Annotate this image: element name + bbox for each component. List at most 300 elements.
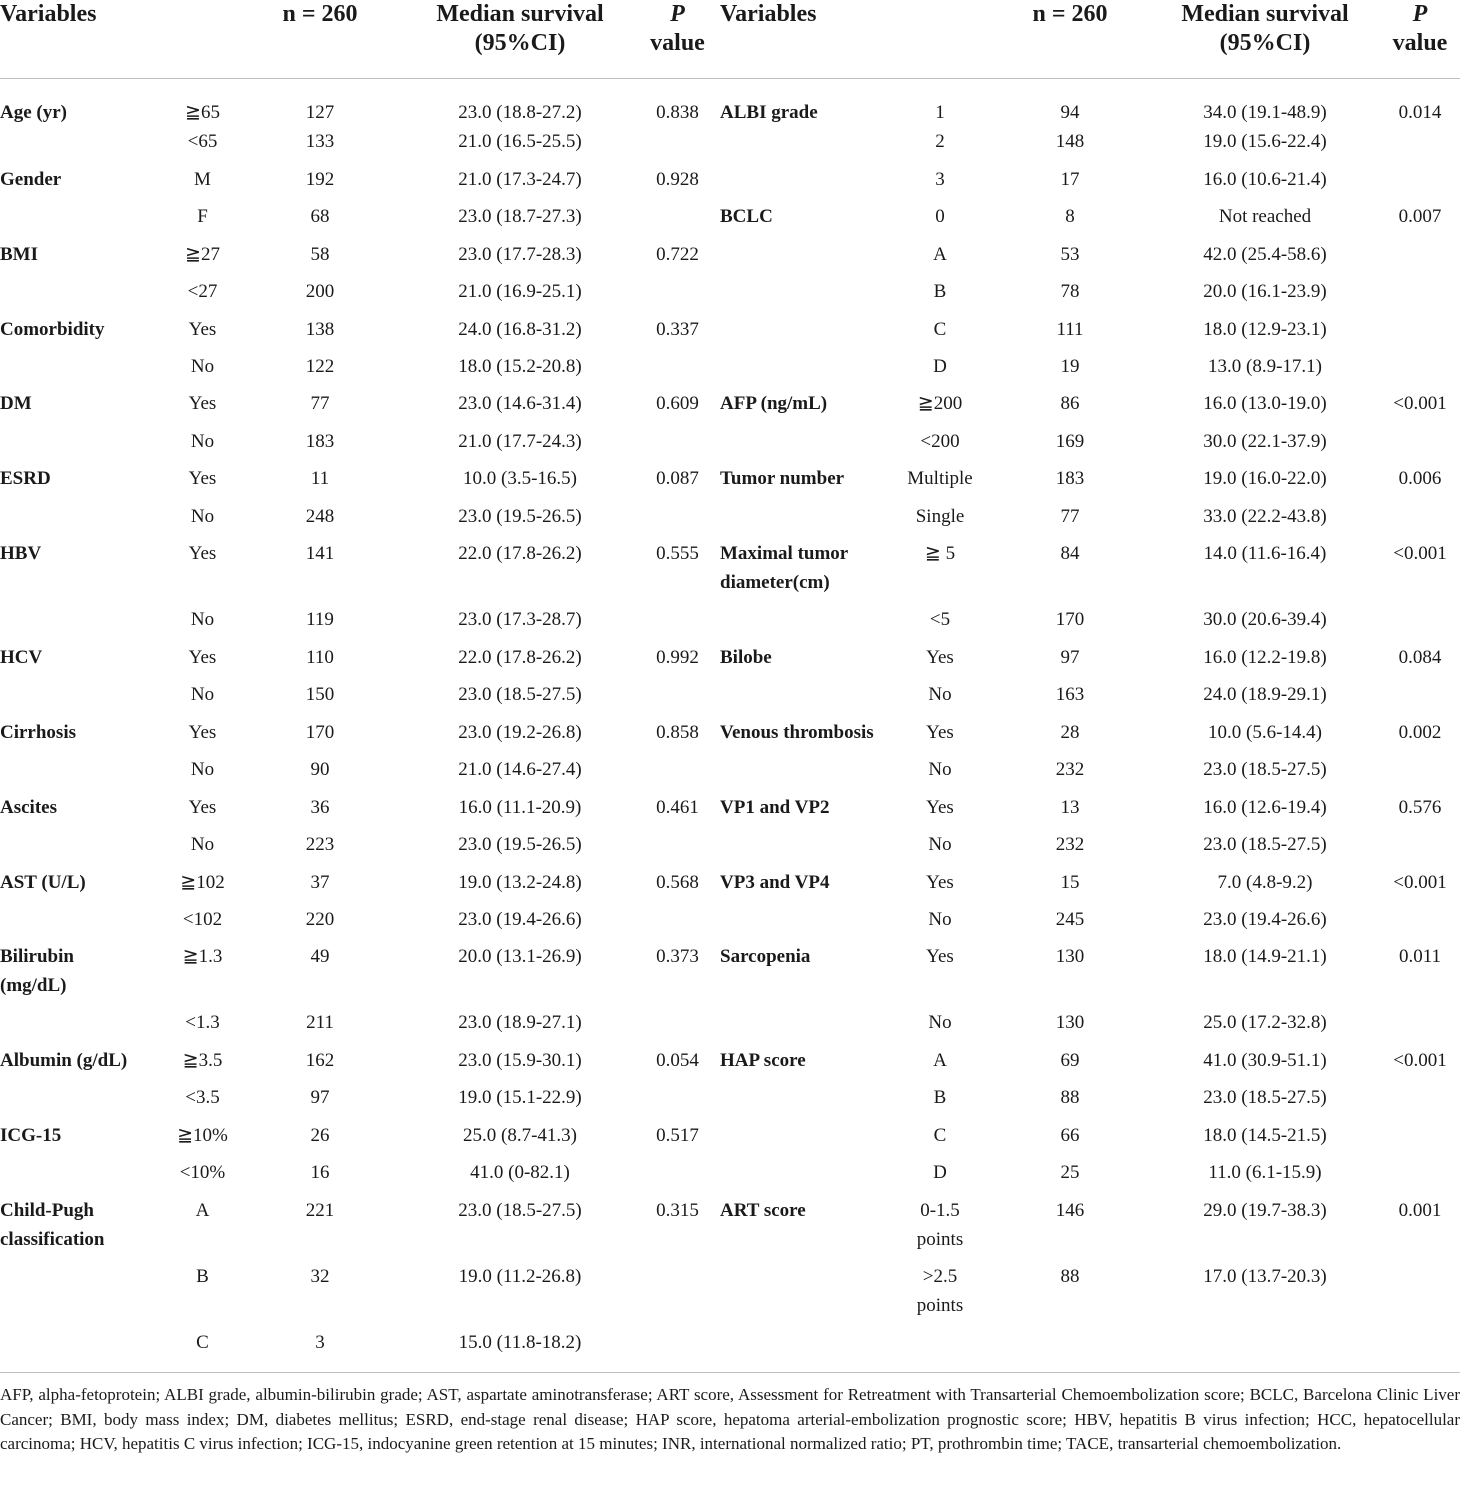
left-p-value: 0.722 — [656, 244, 699, 265]
left-median-survival: 23.0 (19.5-26.5) — [458, 834, 582, 855]
left-variable-label: AST (U/L) — [0, 872, 86, 893]
right-subgroup: No — [928, 909, 952, 930]
left-subgroup: ≧1.3 — [182, 946, 223, 967]
left-median-survival: 21.0 (16.5-25.5) — [458, 131, 582, 152]
right-variable-label: BCLC — [720, 206, 773, 227]
right-variable-label: Bilobe — [720, 647, 772, 668]
left-count: 221 — [305, 1200, 335, 1221]
median-header-line2: (95%CI) — [1219, 30, 1311, 56]
left-median-survival: 23.0 (17.3-28.7) — [458, 609, 582, 630]
left-subgroup: No — [190, 609, 215, 630]
right-variable-label — [710, 127, 890, 165]
left-p-value: 0.555 — [656, 543, 699, 564]
right-count: 69 — [1060, 1050, 1080, 1071]
table-header — [0, 0, 1460, 79]
left-median-survival: 10.0 (3.5-16.5) — [463, 468, 577, 489]
left-variable-label — [0, 127, 160, 165]
right-median-survival: 34.0 (19.1-48.9) — [1203, 102, 1327, 123]
left-variable-label — [0, 202, 160, 240]
right-median-survival: 16.0 (12.2-19.8) — [1203, 647, 1327, 668]
right-median-survival: 19.0 (15.6-22.4) — [1203, 131, 1327, 152]
left-subgroup: ≧102 — [180, 872, 225, 893]
left-subgroup: <10% — [179, 1162, 226, 1183]
left-variable-label: Cirrhosis — [0, 722, 76, 743]
right-p-value — [1380, 165, 1460, 202]
right-variable-label — [710, 605, 890, 643]
right-subgroup: No — [928, 1012, 952, 1033]
left-subgroup: Yes — [188, 543, 217, 564]
right-p-value: <0.001 — [1393, 872, 1447, 893]
right-subgroup: No — [928, 834, 952, 855]
right-p-value — [1380, 427, 1460, 464]
left-count: 77 — [310, 393, 330, 414]
left-median-survival: 22.0 (17.8-26.2) — [458, 647, 582, 668]
table-row — [0, 389, 1460, 427]
left-variable-label — [0, 352, 160, 389]
left-subgroup: Yes — [188, 797, 217, 818]
left-median-survival: 21.0 (17.7-24.3) — [458, 431, 582, 452]
right-p-value — [1380, 755, 1460, 793]
right-count: 169 — [1055, 431, 1085, 452]
left-variable-label: DM — [0, 393, 32, 414]
table-footnote: AFP, alpha-fetoprotein; ALBI grade, albumin-bilirubin grade; AST, aspartate aminotransferase; ART score, Assessment for Retreatment with Transarterial Chemoembolization score; BCLC, Barcelona Clinic Liver Cancer; BMI, body mass index; DM, diabetes mellitus; ESRD, end-stage renal disease; HAP score, hepatoma arterial-embolization prognostic score; HBV, hepatitis B virus infection; HCC, hepatocellular carcinoma; HCV, hepatitis C virus infection; ICG-15, indocyanine green retention at 15 minutes; INR, international normalized ratio; PT, prothrombin time; TACE, transarterial chemoembolization. — [0, 1385, 1460, 1453]
right-subgroup: <5 — [929, 609, 951, 630]
left-count: 183 — [305, 431, 335, 452]
left-count: 119 — [306, 609, 334, 630]
left-count: 192 — [305, 169, 335, 190]
right-median-survival: 16.0 (12.6-19.4) — [1203, 797, 1327, 818]
left-p-value — [645, 755, 710, 793]
right-variable-label — [710, 240, 890, 277]
right-median-survival — [1150, 1328, 1380, 1372]
right-variable-label — [710, 315, 890, 352]
left-median-survival: 23.0 (18.8-27.2) — [458, 102, 582, 123]
left-subgroup: <1.3 — [185, 1012, 220, 1033]
right-p-value: 0.084 — [1398, 647, 1442, 668]
left-p-value: 0.838 — [656, 102, 699, 123]
table-row — [0, 680, 1460, 718]
right-variable-label: ALBI grade — [720, 102, 818, 123]
table-row — [0, 502, 1460, 539]
right-variable-label — [710, 680, 890, 718]
table-row — [0, 352, 1460, 389]
table-row — [0, 942, 1460, 1008]
right-count: 232 — [1055, 759, 1085, 780]
left-count: 122 — [305, 356, 335, 377]
left-variable-label: Albumin (g/dL) — [0, 1050, 128, 1071]
right-variable-label: HAP score — [720, 1050, 806, 1071]
right-p-value — [1380, 502, 1460, 539]
right-median-survival: 18.0 (12.9-23.1) — [1203, 319, 1327, 340]
left-p-value — [645, 1328, 710, 1372]
left-subgroup: No — [190, 506, 215, 527]
right-p-value — [1380, 1121, 1460, 1158]
left-variable-label — [0, 1262, 160, 1328]
right-p-value — [1380, 905, 1460, 942]
p-header-italic: P — [670, 1, 685, 27]
left-count: 11 — [310, 468, 330, 489]
right-subgroup: A — [933, 244, 947, 265]
right-p-value — [1380, 1008, 1460, 1046]
right-count: 97 — [1060, 647, 1080, 668]
right-variable-label — [710, 755, 890, 793]
right-median-survival: 17.0 (13.7-20.3) — [1203, 1266, 1327, 1287]
left-p-value — [645, 1008, 710, 1046]
right-count: 84 — [1060, 543, 1080, 564]
right-p-value — [1380, 830, 1460, 868]
right-count: 13 — [1060, 797, 1080, 818]
left-count: 3 — [315, 1332, 325, 1353]
left-variable-label: Age (yr) — [0, 102, 67, 123]
right-variable-label: Tumor number — [720, 468, 845, 489]
left-subgroup: Yes — [188, 722, 217, 743]
right-count: 94 — [1060, 102, 1080, 123]
left-median-survival: 23.0 (18.7-27.3) — [458, 206, 582, 227]
table-row — [0, 277, 1460, 315]
right-p-value — [1380, 127, 1460, 165]
right-median-survival: 19.0 (16.0-22.0) — [1203, 468, 1327, 489]
right-n-header: n = 260 — [990, 0, 1150, 79]
right-subgroup: Yes — [926, 872, 954, 893]
right-count — [990, 1328, 1150, 1372]
right-variable-label: AFP (ng/mL) — [720, 393, 828, 414]
left-variable-label — [0, 1328, 160, 1372]
table-row — [0, 868, 1460, 905]
right-subgroup: B — [933, 1087, 947, 1108]
right-subgroup: Yes — [926, 722, 954, 743]
right-subgroup: Single — [915, 506, 965, 527]
left-count: 220 — [305, 909, 335, 930]
right-p-value — [1380, 680, 1460, 718]
right-count: 86 — [1060, 393, 1080, 414]
left-median-survival: 23.0 (19.2-26.8) — [458, 722, 582, 743]
right-median-survival: 7.0 (4.8-9.2) — [1217, 872, 1313, 893]
table-row — [0, 1262, 1460, 1328]
right-p-value: 0.001 — [1398, 1200, 1442, 1221]
right-p-value: 0.002 — [1398, 722, 1442, 743]
left-variable-label — [0, 277, 160, 315]
right-median-survival: 24.0 (18.9-29.1) — [1203, 684, 1327, 705]
right-variable-label — [710, 165, 890, 202]
left-median-survival: 41.0 (0-82.1) — [470, 1162, 570, 1183]
left-count: 16 — [310, 1162, 330, 1183]
left-variable-label: HCV — [0, 647, 43, 668]
left-variables-header: Variables — [0, 0, 245, 79]
left-variable-label: BMI — [0, 244, 38, 265]
right-variable-label: Sarcopenia — [720, 946, 811, 967]
table-row — [0, 1121, 1460, 1158]
left-median-survival: 19.0 (15.1-22.9) — [458, 1087, 582, 1108]
right-p-value: <0.001 — [1393, 393, 1447, 414]
left-p-value: 0.087 — [656, 468, 699, 489]
left-median-survival: 21.0 (16.9-25.1) — [458, 281, 582, 302]
left-median-survival: 15.0 (11.8-18.2) — [458, 1332, 582, 1353]
left-count: 36 — [310, 797, 330, 818]
right-count: 130 — [1055, 946, 1085, 967]
right-subgroup: C — [933, 1125, 947, 1146]
right-subgroup — [890, 1328, 990, 1372]
left-median-header — [395, 0, 645, 79]
right-count: 25 — [1060, 1162, 1080, 1183]
right-count: 8 — [1065, 206, 1075, 227]
left-p-value: 0.461 — [656, 797, 699, 818]
table-row — [0, 830, 1460, 868]
right-p-value: 0.576 — [1398, 797, 1442, 818]
left-p-value — [645, 352, 710, 389]
table-row — [0, 464, 1460, 502]
left-median-survival: 25.0 (8.7-41.3) — [463, 1125, 577, 1146]
right-count: 146 — [1055, 1200, 1085, 1221]
left-p-value — [645, 202, 710, 240]
left-count: 223 — [305, 834, 335, 855]
left-subgroup: <3.5 — [185, 1087, 220, 1108]
right-count: 111 — [1056, 319, 1084, 340]
left-variable-label: ESRD — [0, 468, 51, 489]
table-row — [0, 755, 1460, 793]
left-subgroup: ≧10% — [177, 1125, 228, 1146]
left-p-value — [645, 502, 710, 539]
table-row — [0, 427, 1460, 464]
right-median-survival: 25.0 (17.2-32.8) — [1203, 1012, 1327, 1033]
p-header-rest: value — [1392, 30, 1448, 56]
right-variable-label: ART score — [720, 1200, 806, 1221]
left-variable-label — [0, 605, 160, 643]
right-subgroup: A — [933, 1050, 947, 1071]
right-subgroup: 0-1.5 points — [916, 1200, 964, 1250]
left-p-value — [645, 680, 710, 718]
left-variable-label — [0, 1008, 160, 1046]
right-median-survival: 13.0 (8.9-17.1) — [1208, 356, 1322, 377]
median-header-line1: Median survival — [1181, 1, 1349, 27]
right-subgroup: Yes — [926, 647, 954, 668]
left-count: 162 — [305, 1050, 335, 1071]
left-variable-label: Bilirubin (mg/dL) — [0, 946, 74, 996]
left-p-value: 0.609 — [656, 393, 699, 414]
right-median-survival: 18.0 (14.9-21.1) — [1203, 946, 1327, 967]
left-median-survival: 19.0 (13.2-24.8) — [458, 872, 582, 893]
right-median-survival: 33.0 (22.2-43.8) — [1203, 506, 1327, 527]
table-row — [0, 165, 1460, 202]
table-row — [0, 1008, 1460, 1046]
right-count: 130 — [1055, 1012, 1085, 1033]
right-variable-label — [710, 830, 890, 868]
left-count: 58 — [310, 244, 330, 265]
left-subgroup: <102 — [182, 909, 223, 930]
left-p-header — [645, 0, 710, 79]
left-variable-label: ICG-15 — [0, 1125, 62, 1146]
right-subgroup: 1 — [935, 102, 945, 123]
right-p-value — [1380, 1158, 1460, 1196]
left-count: 90 — [310, 759, 330, 780]
left-count: 133 — [305, 131, 335, 152]
left-variable-label — [0, 427, 160, 464]
right-median-survival: 16.0 (10.6-21.4) — [1203, 169, 1327, 190]
left-p-value: 0.928 — [656, 169, 699, 190]
right-p-value: <0.001 — [1393, 1050, 1447, 1071]
right-median-survival: 23.0 (18.5-27.5) — [1203, 759, 1327, 780]
left-count: 138 — [305, 319, 335, 340]
right-median-survival: 16.0 (13.0-19.0) — [1203, 393, 1327, 414]
left-p-value — [645, 427, 710, 464]
left-subgroup: No — [190, 759, 215, 780]
left-variable-label — [0, 755, 160, 793]
left-median-survival: 23.0 (14.6-31.4) — [458, 393, 582, 414]
right-subgroup: No — [928, 684, 952, 705]
left-variable-label — [0, 680, 160, 718]
right-variable-label: VP3 and VP4 — [720, 872, 830, 893]
right-variable-label — [710, 277, 890, 315]
right-median-survival: 30.0 (22.1-37.9) — [1203, 431, 1327, 452]
left-p-value — [645, 1158, 710, 1196]
right-median-survival: 14.0 (11.6-16.4) — [1203, 543, 1327, 564]
left-p-value: 0.992 — [656, 647, 699, 668]
left-median-survival: 24.0 (16.8-31.2) — [458, 319, 582, 340]
right-count: 77 — [1060, 506, 1080, 527]
right-count: 17 — [1060, 169, 1080, 190]
right-count: 170 — [1055, 609, 1085, 630]
left-variable-label: HBV — [0, 543, 42, 564]
left-count: 68 — [310, 206, 330, 227]
p-header-rest: value — [650, 30, 705, 56]
left-variable-label — [0, 1083, 160, 1121]
left-variable-label: Ascites — [0, 797, 57, 818]
left-median-survival: 22.0 (17.8-26.2) — [458, 543, 582, 564]
right-p-value — [1380, 1083, 1460, 1121]
right-subgroup: No — [928, 759, 952, 780]
table-row — [0, 605, 1460, 643]
left-count: 200 — [305, 281, 335, 302]
left-p-value: 0.568 — [656, 872, 699, 893]
right-count: 53 — [1060, 244, 1080, 265]
left-median-survival: 20.0 (13.1-26.9) — [458, 946, 582, 967]
left-median-survival: 19.0 (11.2-26.8) — [458, 1266, 582, 1287]
left-median-survival: 16.0 (11.1-20.9) — [458, 797, 582, 818]
left-p-value: 0.373 — [656, 946, 699, 967]
right-subgroup: B — [933, 281, 947, 302]
left-subgroup: Yes — [188, 647, 217, 668]
left-count: 248 — [305, 506, 335, 527]
right-variable-label — [710, 1008, 890, 1046]
right-variable-label — [710, 352, 890, 389]
left-n-header: n = 260 — [245, 0, 395, 79]
left-subgroup: <27 — [187, 281, 218, 302]
right-variable-label: Venous thrombosis — [720, 722, 874, 743]
left-count: 97 — [310, 1087, 330, 1108]
right-median-survival: 10.0 (5.6-14.4) — [1208, 722, 1322, 743]
right-median-survival: 42.0 (25.4-58.6) — [1203, 244, 1327, 265]
table-body — [0, 79, 1460, 1373]
right-p-header — [1380, 0, 1460, 79]
right-variable-label — [710, 502, 890, 539]
left-variable-label — [0, 1158, 160, 1196]
left-p-value — [645, 1262, 710, 1328]
right-median-survival: 41.0 (30.9-51.1) — [1203, 1050, 1327, 1071]
left-median-survival: 21.0 (14.6-27.4) — [458, 759, 582, 780]
left-p-value: 0.315 — [656, 1200, 699, 1221]
left-median-survival: 23.0 (19.4-26.6) — [458, 909, 582, 930]
right-count: 163 — [1055, 684, 1085, 705]
p-header-italic: P — [1412, 1, 1428, 27]
right-p-value: 0.014 — [1398, 102, 1442, 123]
left-p-value — [645, 830, 710, 868]
right-count: 28 — [1060, 722, 1080, 743]
right-p-value: <0.001 — [1393, 543, 1447, 564]
left-median-survival: 23.0 (18.5-27.5) — [458, 684, 582, 705]
right-median-survival: 11.0 (6.1-15.9) — [1208, 1162, 1322, 1183]
left-subgroup: <65 — [187, 131, 218, 152]
right-count: 148 — [1055, 131, 1085, 152]
table-row — [0, 1328, 1460, 1372]
right-variable-label — [710, 427, 890, 464]
left-count: 32 — [310, 1266, 330, 1287]
left-subgroup: F — [197, 206, 208, 227]
right-p-value — [1380, 605, 1460, 643]
right-subgroup: ≧200 — [917, 393, 963, 414]
right-count: 232 — [1055, 834, 1085, 855]
right-count: 19 — [1060, 356, 1080, 377]
right-subgroup: ≧ 5 — [924, 543, 956, 564]
left-p-value: 0.054 — [656, 1050, 699, 1071]
table-row — [0, 127, 1460, 165]
left-subgroup: Yes — [188, 393, 217, 414]
table-row — [0, 315, 1460, 352]
right-subgroup: 3 — [935, 169, 945, 190]
left-median-survival: 23.0 (17.7-28.3) — [458, 244, 582, 265]
right-median-survival: 23.0 (18.5-27.5) — [1203, 834, 1327, 855]
right-p-value — [1380, 1262, 1460, 1328]
left-median-survival: 21.0 (17.3-24.7) — [458, 169, 582, 190]
right-median-survival: 30.0 (20.6-39.4) — [1203, 609, 1327, 630]
table-row — [0, 240, 1460, 277]
table-row — [0, 1158, 1460, 1196]
right-subgroup: <200 — [920, 431, 960, 452]
left-subgroup: ≧3.5 — [182, 1050, 223, 1071]
right-p-value: 0.011 — [1398, 946, 1442, 967]
right-p-value — [1380, 1328, 1460, 1372]
right-count: 78 — [1060, 281, 1080, 302]
left-p-value — [645, 127, 710, 165]
left-subgroup: ≧27 — [185, 244, 220, 265]
right-variable-label — [710, 1328, 890, 1372]
right-subgroup: Yes — [926, 946, 954, 967]
left-p-value — [645, 605, 710, 643]
right-subgroup: D — [933, 356, 947, 377]
right-subgroup: Yes — [926, 797, 954, 818]
right-median-header — [1150, 0, 1380, 79]
left-variable-label — [0, 905, 160, 942]
right-variables-header: Variables — [710, 0, 990, 79]
left-subgroup: C — [196, 1332, 209, 1353]
right-subgroup: 2 — [935, 131, 945, 152]
left-subgroup: No — [190, 356, 215, 377]
left-count: 49 — [310, 946, 330, 967]
left-subgroup: No — [190, 834, 215, 855]
median-header-line1: Median survival — [436, 1, 604, 27]
right-subgroup: D — [933, 1162, 947, 1183]
left-variable-label: Child-Pugh classification — [0, 1200, 105, 1250]
left-median-survival: 23.0 (18.9-27.1) — [458, 1012, 582, 1033]
left-subgroup: No — [190, 684, 215, 705]
right-p-value: 0.006 — [1398, 468, 1442, 489]
table-row — [0, 539, 1460, 605]
left-count: 37 — [310, 872, 330, 893]
right-variable-label — [710, 1158, 890, 1196]
left-count: 26 — [310, 1125, 330, 1146]
right-count: 88 — [1060, 1266, 1080, 1287]
table-row — [0, 905, 1460, 942]
left-count: 110 — [306, 647, 334, 668]
right-count: 245 — [1055, 909, 1085, 930]
